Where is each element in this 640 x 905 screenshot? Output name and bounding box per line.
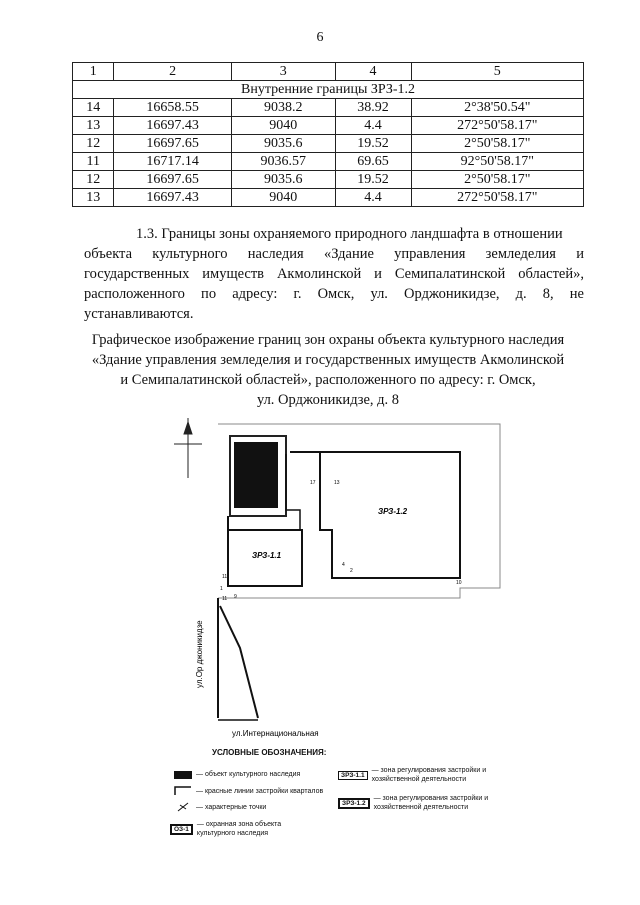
heritage-swatch-icon <box>174 771 192 779</box>
paragraph-first-line: 1.3. Границы зоны охраняемого природного ландшафта в отношении <box>136 226 563 242</box>
table-row <box>73 189 584 207</box>
section-paragraph <box>84 224 584 324</box>
heritage-building <box>234 442 278 508</box>
table-cell: 16697.43 <box>114 117 231 135</box>
table-row <box>73 117 584 135</box>
point-label: 10 <box>456 580 462 586</box>
legend-text: — зона регулирования застройки и хозяйственной деятельности <box>371 767 487 783</box>
table-cell: 2°38'50.54" <box>411 99 583 117</box>
legend-item-zrz-1-2 <box>338 794 524 812</box>
zrz-1-2-badge: ЗРЗ-1.2 <box>338 798 370 809</box>
zone-zrz-1-2-boundary <box>290 452 460 578</box>
legend-item-oz <box>170 820 307 838</box>
heading-line: «Здание управления земледелия и государственных имуществ Акмолинской <box>91 352 565 368</box>
table-cell: 2°50'58.17" <box>411 171 583 189</box>
table-header-cell: 4 <box>335 63 411 81</box>
red-line-swatch-icon <box>174 786 192 796</box>
point-label: 2 <box>350 568 353 574</box>
table-cell: 9035.6 <box>231 135 335 153</box>
table-cell: 16697.65 <box>114 171 231 189</box>
heading-line: ул. Орджоникидзе, д. 8 <box>256 392 400 408</box>
zone-label-zrz-1-2: ЗРЗ-1.2 <box>378 507 408 516</box>
table-cell: 92°50'58.17" <box>411 153 583 171</box>
legend-item-points <box>174 802 266 812</box>
table-cell: 9038.2 <box>231 99 335 117</box>
table-header-cell: 3 <box>231 63 335 81</box>
table-cell: 16697.65 <box>114 135 231 153</box>
table-cell: 9036.57 <box>231 153 335 171</box>
table-cell: 9040 <box>231 117 335 135</box>
legend-text: — объект культурного наследия <box>196 771 301 778</box>
legend-text: — зона регулирования застройки и хозяйственной деятельности <box>373 795 489 811</box>
point-label: 11 <box>222 596 228 602</box>
table-cell: 16717.14 <box>114 153 231 171</box>
table-cell: 272°50'58.17" <box>411 189 583 207</box>
boundary-coordinates-table <box>72 62 584 207</box>
street-label-vertical: ул.Ор джоникидзе <box>195 620 204 688</box>
table-cell: 13 <box>73 117 114 135</box>
point-label: 17 <box>310 480 316 486</box>
map-heading <box>72 330 584 410</box>
table-cell: 2°50'58.17" <box>411 135 583 153</box>
table-row <box>73 171 584 189</box>
table-cell: 12 <box>73 171 114 189</box>
zone-label-zrz-1-1: ЗРЗ-1.1 <box>252 551 282 560</box>
point-label: 9 <box>234 594 237 600</box>
legend-item-red-lines <box>174 786 323 796</box>
table-cell: 4.4 <box>335 117 411 135</box>
north-arrow-icon <box>174 418 202 478</box>
table-header-cell: 5 <box>411 63 583 81</box>
table-header-row <box>73 63 584 81</box>
heading-line: Графическое изображение границ зон охраны объекта культурного наследия <box>91 332 565 348</box>
table-cell: 9035.6 <box>231 171 335 189</box>
point-marker-icon <box>174 802 192 812</box>
table-cell: 9040 <box>231 189 335 207</box>
table-cell: 19.52 <box>335 171 411 189</box>
legend-text: — характерные точки <box>196 803 267 811</box>
zone-map <box>160 418 520 738</box>
table-row <box>73 135 584 153</box>
table-cell: 19.52 <box>335 135 411 153</box>
table-row <box>73 99 584 117</box>
page-number: 6 <box>316 30 324 45</box>
table-cell: 38.92 <box>335 99 411 117</box>
internal-boundary <box>286 454 300 530</box>
table-cell: 4.4 <box>335 189 411 207</box>
legend-text: — красные линии застройки кварталов <box>196 787 324 795</box>
table-header-cell: 2 <box>114 63 231 81</box>
point-label: 13 <box>334 480 340 486</box>
table-cell: 11 <box>73 153 114 171</box>
table-row <box>73 153 584 171</box>
paragraph-body: объекта культурного наследия «Здание управления земледелия и государственных имуществ Акмолинской и Семипалатинской областей», расположенного по адресу: г. Омск, ул. Орджоникидзе, д. 8, не устанавливаются. <box>84 246 584 322</box>
zrz-1-1-badge: ЗРЗ-1.1 <box>338 771 368 780</box>
street-label-horizontal: ул.Интернациональная <box>232 729 319 738</box>
table-cell: 13 <box>73 189 114 207</box>
legend-item-heritage <box>174 770 300 779</box>
table-section-row <box>73 81 584 99</box>
legend-text: — охранная зона объекта культурного наследия <box>196 821 282 837</box>
legend-title: УСЛОВНЫЕ ОБОЗНАЧЕНИЯ: <box>212 748 327 757</box>
table-cell: 12 <box>73 135 114 153</box>
point-label: 4 <box>342 562 345 568</box>
table-header-cell: 1 <box>73 63 114 81</box>
heading-line: и Семипалатинской областей», расположенного по адресу: г. Омск, <box>120 372 536 388</box>
table-section-title: Внутренние границы ЗРЗ-1.2 <box>73 81 584 99</box>
table-cell: 16658.55 <box>114 99 231 117</box>
map-legend <box>160 748 540 858</box>
table-cell: 16697.43 <box>114 189 231 207</box>
oz-badge: ОЗ-1 <box>170 824 193 835</box>
red-line-curve <box>220 606 258 718</box>
point-label: 1 <box>220 586 223 592</box>
table-cell: 14 <box>73 99 114 117</box>
table-cell: 272°50'58.17" <box>411 117 583 135</box>
table-cell: 69.65 <box>335 153 411 171</box>
point-label: 11 <box>222 574 228 580</box>
legend-item-zrz-1-1 <box>338 766 522 784</box>
